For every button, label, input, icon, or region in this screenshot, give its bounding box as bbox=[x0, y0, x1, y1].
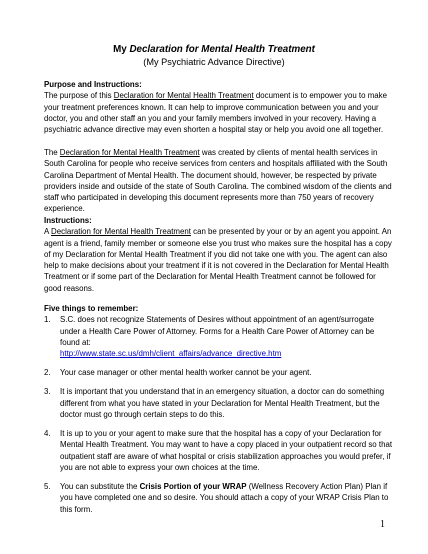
list-item-text: (Wellness Recovery Action Plan) Plan if you have completed one and so desire. You should attach a copy of your WRAP Crisis Plan to this form. bbox=[60, 482, 389, 514]
list-item bbox=[44, 428, 394, 473]
list-item bbox=[44, 386, 394, 420]
instructions-heading: Instructions: bbox=[44, 216, 92, 225]
list-item bbox=[44, 481, 394, 515]
list-item bbox=[44, 367, 394, 378]
list-number: 1. bbox=[44, 315, 51, 325]
title-italic: Declaration for Mental Health Treatment bbox=[129, 44, 315, 55]
instructions-paragraph bbox=[44, 226, 394, 294]
title-prefix: My bbox=[113, 44, 130, 55]
list-item bbox=[44, 314, 394, 359]
list-item-text: You can substitute the bbox=[60, 482, 140, 492]
instructions-section bbox=[44, 215, 394, 294]
purpose-paragraph-1 bbox=[44, 90, 394, 135]
list-item-text: S.C. does not recognize Statements of Desires without appointment of an agent/surrogate under a Health Care Power of Attorney. Forms for a Health Care Power of Attorney can be found at: bbox=[60, 315, 375, 347]
list-number: 4. bbox=[44, 429, 51, 439]
purpose-p2-post: was created by clients of mental health services in South Carolina for people who receive services from centers and hospitals affiliated with the South Carolina Department of Mental Health. The document should, however, be respected by private providers inside and outside of the state of South Carolina. The combined wisdom of the clients and staff who participated in developing this document represents more than 750 years of recovery experience. bbox=[44, 148, 392, 214]
purpose-p2-pre: The bbox=[44, 148, 60, 157]
document-subtitle: (My Psychiatric Advance Directive) bbox=[143, 57, 285, 67]
purpose-p1-post: document is to empower you to make your treatment preferences known. It can help to improve communication between you and your doctor, you and other staff an you and your family members involved in your recovery. Having a psychiatric advance directive may even shorten a hospital stay or help you avoid one all together. bbox=[44, 91, 387, 135]
list-number: 3. bbox=[44, 387, 51, 397]
five-things-heading: Five things to remember: bbox=[44, 304, 139, 313]
purpose-heading: Purpose and Instructions: bbox=[44, 80, 142, 89]
five-things-list bbox=[44, 314, 394, 515]
instructions-underlined: Declaration for Mental Health Treatment bbox=[51, 227, 191, 237]
document-title bbox=[0, 44, 428, 56]
page-number: 1 bbox=[380, 519, 385, 530]
instructions-pre: A bbox=[44, 227, 52, 237]
list-number: 2. bbox=[44, 368, 51, 378]
purpose-section bbox=[44, 79, 394, 135]
purpose-paragraph-2 bbox=[44, 147, 394, 215]
list-item-text: Your case manager or other mental health worker cannot be your agent. bbox=[60, 368, 312, 378]
five-things-section bbox=[44, 303, 394, 523]
list-item-text: It is up to you or your agent to make sure that the hospital has a copy of your Declaration for Mental Health Treatment. You may want to have a copy placed in your outpatient record so that outpatient staff are aware of what hospital or crisis stabilization approaches you would prefer, if you are not able to express your own choices at the time. bbox=[60, 429, 393, 472]
purpose-p1-underlined: Declaration for Mental Health Treatment bbox=[113, 91, 254, 101]
purpose-p2-underlined: Declaration for Mental Health Treatment bbox=[59, 148, 200, 157]
purpose-p1-pre: The purpose of this bbox=[44, 91, 114, 101]
list-item-text: It is important that you understand that in an emergency situation, a doctor can do something different from what you have stated in your Declaration for Mental Health Treatment, but the doctor must go through certain steps to do this. bbox=[60, 387, 385, 419]
list-item-bold-text: Crisis Portion of your WRAP bbox=[139, 482, 247, 492]
list-number: 5. bbox=[44, 482, 51, 492]
instructions-post: can be presented by your or by an agent you appoint. An agent is a friend, family member or someone else you trust who makes sure the hospital has a copy of my Declaration for Mental Health Treatment if you did not take one with you. The agent can also help to make decisions about your treatment if it is not covered in the Declaration for Mental Health Treatment or if some part of the Declaration for Mental Health Treatment cannot be followed for good reasons. bbox=[44, 227, 392, 293]
advance-directive-link[interactable]: http://www.state.sc.us/dmh/client_affairs/advance_directive.htm bbox=[60, 349, 282, 359]
